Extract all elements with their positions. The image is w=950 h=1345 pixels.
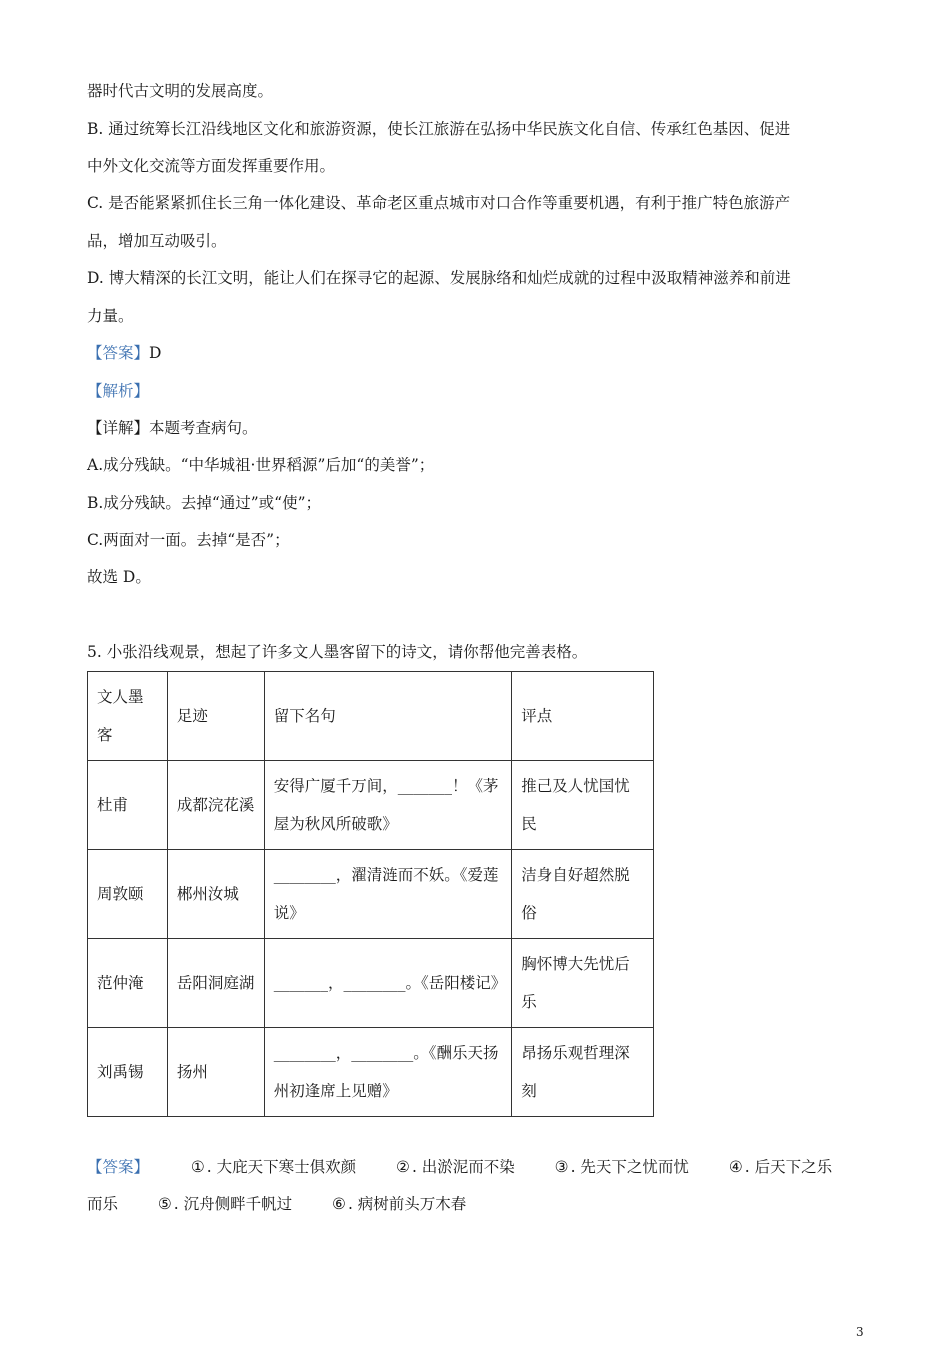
answer-item: ③ . 先天下之忧而忧 — [554, 1158, 689, 1176]
answer-label: 【答案】 — [87, 344, 150, 362]
cell-line: 安得广厦千万间，_______！《茅屋为秋风所破歌》 — [264, 761, 512, 850]
answer-item: ④ . 后天下之乐 — [728, 1158, 833, 1176]
option-d-line1: D. 博大精深的长江文明，能让人们在探寻它的起源、发展脉络和灿烂成就的过程中汲取精神滋养和前进 — [87, 269, 791, 287]
answer-item: ① . 大庇天下寒士俱欢颜 — [190, 1158, 357, 1176]
table-row — [88, 1028, 654, 1117]
analysis-label: 【解析】 — [87, 382, 150, 400]
option-b-line1: B. 通过统筹长江沿线地区文化和旅游资源，使长江旅游在弘扬中华民族文化自信、传承红色基因、促进 — [87, 120, 791, 138]
q5-answer-label: 【答案】 — [87, 1158, 150, 1176]
answer-value: D — [149, 344, 162, 362]
cell-place: 岳阳洞庭湖 — [167, 939, 264, 1028]
analysis-c: C.两面对一面。去掉“是否”； — [87, 531, 290, 549]
option-d-line2: 力量。 — [87, 307, 134, 325]
cell-comment: 推己及人忧国忧民 — [512, 761, 654, 850]
cell-place: 郴州汝城 — [167, 850, 264, 939]
cell-line: _______，________。《岳阳楼记》 — [264, 939, 512, 1028]
detail-line: 【详解】本题考查病句。 — [87, 419, 258, 437]
option-a-tail: 器时代古文明的发展高度。 — [87, 82, 274, 100]
poet-table — [87, 671, 654, 1117]
cell-poet: 杜甫 — [88, 761, 168, 850]
option-c-line1: C. 是否能紧紧抓住长三角一体化建设、革命老区重点城市对口合作等重要机遇，有利于推广特色旅游产 — [87, 194, 791, 212]
table-row — [88, 850, 654, 939]
cell-place: 扬州 — [167, 1028, 264, 1117]
answer-item: ② . 出淤泥而不染 — [396, 1158, 515, 1176]
table-row — [88, 761, 654, 850]
q4-answer — [87, 342, 161, 364]
answer-item: ⑥ . 病树前头万木春 — [332, 1195, 467, 1213]
header-line: 留下名句 — [264, 672, 512, 761]
cell-line: ________，濯清涟而不妖。《爱莲说》 — [264, 850, 512, 939]
analysis-b: B.成分残缺。去掉“通过”或“使”； — [87, 494, 322, 512]
table-row — [88, 939, 654, 1028]
cell-place: 成都浣花溪 — [167, 761, 264, 850]
conclusion: 故选 D。 — [87, 568, 151, 586]
page-number: 3 — [856, 1325, 864, 1339]
cell-poet: 周敦颐 — [88, 850, 168, 939]
header-comment: 评点 — [512, 672, 654, 761]
option-b-line2: 中外文化交流等方面发挥重要作用。 — [87, 157, 336, 175]
answer-item-continued: 而乐 — [87, 1195, 119, 1213]
analysis-a: A.成分残缺。“中华城祖·世界稻源”后加“的美誉”； — [87, 456, 435, 474]
table-header-row — [88, 672, 654, 761]
cell-line: ________，________。《酬乐天扬州初逢席上见赠》 — [264, 1028, 512, 1117]
header-poet: 文人墨客 — [88, 672, 168, 761]
answer-item: ⑤ . 沉舟侧畔千帆过 — [157, 1195, 293, 1213]
header-place: 足迹 — [167, 672, 264, 761]
cell-poet: 范仲淹 — [88, 939, 168, 1028]
option-c-line2: 品，增加互动吸引。 — [87, 232, 227, 250]
cell-poet: 刘禹锡 — [88, 1028, 168, 1117]
cell-comment: 昂扬乐观哲理深刻 — [512, 1028, 654, 1117]
q5-prompt: 5. 小张沿线观景，想起了许多文人墨客留下的诗文，请你帮他完善表格。 — [87, 643, 588, 661]
q5-answer-line1 — [87, 1156, 832, 1178]
cell-comment: 胸怀博大先忧后乐 — [512, 939, 654, 1028]
q5-answer-line2 — [87, 1193, 466, 1215]
cell-comment: 洁身自好超然脱俗 — [512, 850, 654, 939]
